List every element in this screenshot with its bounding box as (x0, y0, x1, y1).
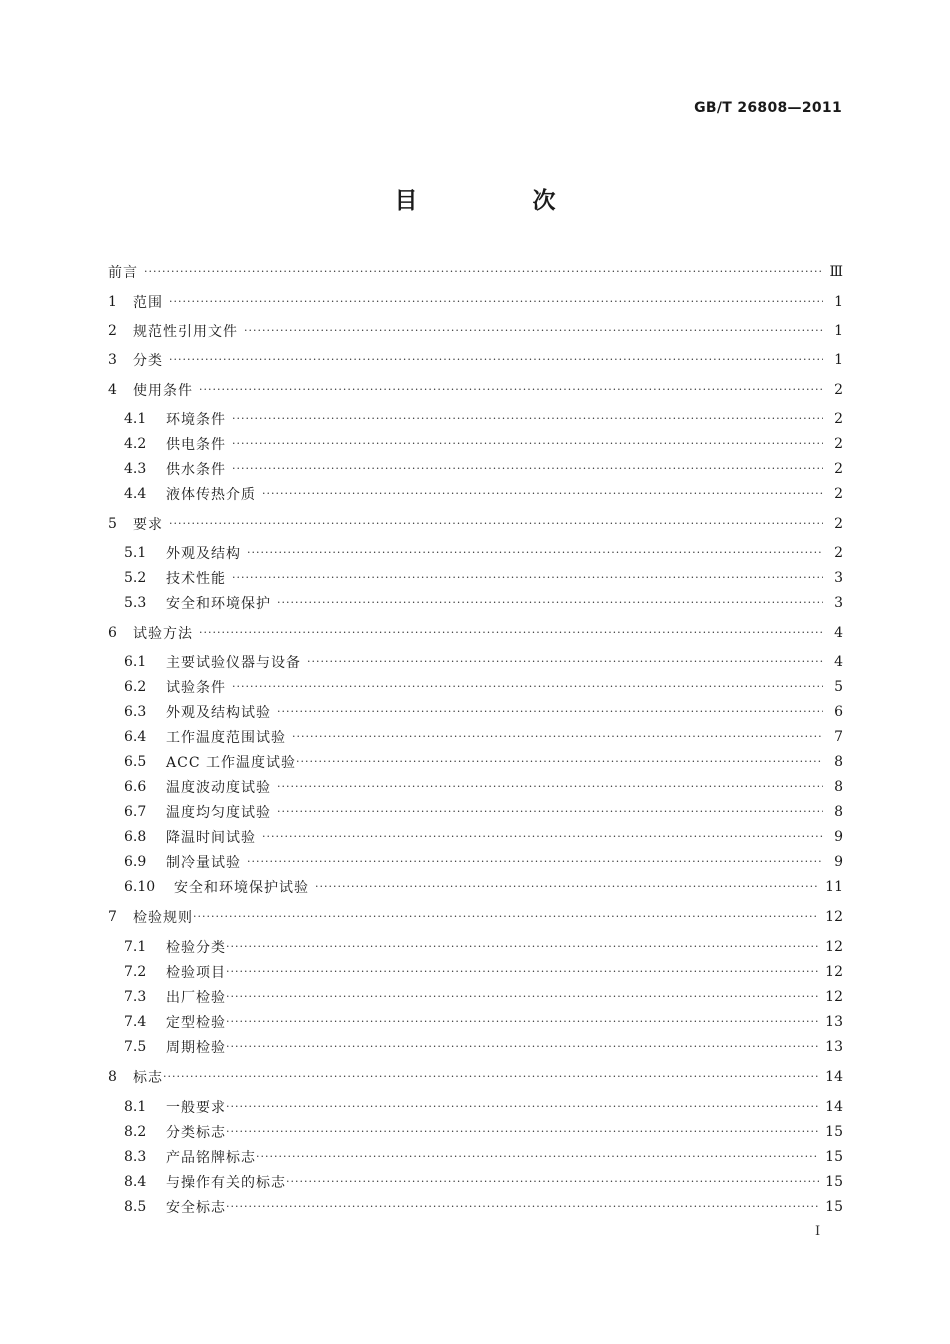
toc-entry[interactable] (108, 292, 843, 312)
toc-entry-page: 2 (834, 436, 843, 452)
toc-leader-dots (262, 829, 823, 845)
toc-entry-number: 4 (108, 382, 117, 398)
toc-entry[interactable] (108, 623, 843, 643)
toc-entry[interactable] (108, 827, 843, 847)
toc-leader-dots (277, 704, 823, 720)
toc-entry-number: 7.2 (124, 964, 147, 980)
toc-entry-label: 安全和环境保护 (166, 596, 271, 612)
toc-entry-number: 5 (108, 516, 117, 532)
toc-entry[interactable] (108, 350, 843, 370)
toc-leader-dots (169, 516, 823, 532)
toc-entry-number: 4.4 (124, 486, 147, 502)
toc-entry[interactable] (108, 409, 843, 429)
toc-entry-label: 环境条件 (166, 412, 226, 428)
toc-entry[interactable] (108, 459, 843, 479)
toc-leader-dots (315, 879, 819, 895)
toc-entry-number: 8.3 (124, 1149, 147, 1165)
toc-leader-dots (232, 436, 823, 452)
toc-entry-number: 7.4 (124, 1014, 147, 1030)
toc-entry-page: 15 (825, 1199, 843, 1215)
toc-entry-label: 产品铭牌标志 (166, 1150, 256, 1166)
toc-leader-dots (226, 1124, 819, 1140)
toc-leader-dots (232, 461, 823, 477)
toc-entry-number: 2 (108, 323, 117, 339)
toc-entry[interactable] (108, 593, 843, 613)
toc-leader-dots (226, 1199, 819, 1215)
toc-entry-number: 8 (108, 1069, 117, 1085)
toc-leader-dots (232, 411, 823, 427)
toc-entry-label: 检验规则 (133, 910, 193, 926)
toc-entry-number: 7.1 (124, 939, 147, 955)
toc-leader-dots (169, 352, 823, 368)
toc-leader-dots (144, 264, 823, 280)
toc-entry-number: 7.3 (124, 989, 147, 1005)
toc-entry[interactable] (108, 702, 843, 722)
toc-entry[interactable] (108, 727, 843, 747)
toc-entry-page: 4 (834, 654, 843, 670)
toc-entry[interactable] (108, 380, 843, 400)
toc-entry-page: 1 (834, 323, 843, 339)
toc-leader-dots (307, 654, 823, 670)
toc-entry[interactable] (108, 321, 843, 341)
toc-entry-page: 12 (825, 909, 843, 925)
toc-entry-number: 6.9 (124, 854, 147, 870)
toc-entry-number: 4.3 (124, 461, 147, 477)
toc-leader-dots (226, 1014, 819, 1030)
toc-entry[interactable] (108, 1197, 843, 1217)
toc-entry-number: 4.2 (124, 436, 147, 452)
toc-entry[interactable] (108, 1122, 843, 1142)
toc-entry-label: 安全和环境保护试验 (174, 880, 309, 896)
toc-entry-label: 降温时间试验 (166, 830, 256, 846)
toc-entry[interactable] (108, 937, 843, 957)
toc-entry-number: 6.2 (124, 679, 147, 695)
toc-entry-number: 7 (108, 909, 117, 925)
toc-entry-label: 液体传热介质 (166, 487, 256, 503)
toc-leader-dots (199, 382, 823, 398)
toc-entry-page: 6 (834, 704, 843, 720)
toc-leader-dots (247, 545, 823, 561)
toc-entry-label: 技术性能 (166, 571, 226, 587)
toc-entry[interactable] (108, 1067, 843, 1087)
toc-entry-label: 分类标志 (166, 1125, 226, 1141)
toc-entry-label: 周期检验 (166, 1040, 226, 1056)
toc-entry-page: 13 (825, 1014, 843, 1030)
toc-leader-dots (232, 679, 823, 695)
toc-entry-page: 12 (825, 989, 843, 1005)
toc-leader-dots (163, 1069, 819, 1085)
toc-entry[interactable] (108, 514, 843, 534)
toc-entry-page: 12 (825, 939, 843, 955)
toc-entry-label: 一般要求 (166, 1100, 226, 1116)
toc-entry-page: 2 (834, 516, 843, 532)
toc-entry[interactable] (108, 802, 843, 822)
toc-entry-label: 前言 (108, 265, 138, 281)
toc-entry-number: 7.5 (124, 1039, 147, 1055)
toc-entry-label: 温度波动度试验 (166, 780, 271, 796)
toc-entry-number: 6.4 (124, 729, 147, 745)
toc-entry-label: 与操作有关的标志 (166, 1175, 286, 1191)
toc-entry-label: 检验分类 (166, 940, 226, 956)
toc-leader-dots (232, 570, 823, 586)
toc-entry-number: 5.2 (124, 570, 147, 586)
toc-entry-page: 2 (834, 486, 843, 502)
toc-entry-number: 4.1 (124, 411, 147, 427)
toc-entry-label: 试验条件 (166, 680, 226, 696)
toc-entry-page: 14 (825, 1099, 843, 1115)
toc-entry-number: 8.4 (124, 1174, 147, 1190)
toc-entry-page: 1 (834, 352, 843, 368)
toc-entry-page: 3 (834, 570, 843, 586)
toc-leader-dots (256, 1149, 819, 1165)
toc-entry-page: 9 (834, 854, 843, 870)
toc-entry-label: 主要试验仪器与设备 (166, 655, 301, 671)
toc-entry[interactable] (108, 962, 843, 982)
toc-entry-number: 3 (108, 352, 117, 368)
toc-entry-page: 8 (834, 754, 843, 770)
toc-entry[interactable] (108, 907, 843, 927)
toc-entry[interactable] (108, 1097, 843, 1117)
toc-entry-page: 7 (834, 729, 843, 745)
toc-entry[interactable] (108, 543, 843, 563)
toc-leader-dots (169, 294, 823, 310)
toc-entry-page: 11 (825, 879, 843, 895)
toc-entry-label: 外观及结构试验 (166, 705, 271, 721)
toc-entry-number: 6.10 (124, 879, 156, 895)
toc-leader-dots (292, 729, 823, 745)
toc-leader-dots (226, 939, 819, 955)
toc-entry-number: 6.3 (124, 704, 147, 720)
toc-entry-label: 检验项目 (166, 965, 226, 981)
toc-entry-label: 要求 (133, 517, 163, 533)
toc-entry-number: 5.1 (124, 545, 147, 561)
toc-entry-page: 2 (834, 411, 843, 427)
toc-entry-label: 规范性引用文件 (133, 324, 238, 340)
toc-entry-page: 12 (825, 964, 843, 980)
toc-entry[interactable] (108, 434, 843, 454)
toc-entry-label: 试验方法 (133, 626, 193, 642)
toc-entry-number: 5.3 (124, 595, 147, 611)
toc-leader-dots (277, 779, 823, 795)
toc-entry-number: 6.5 (124, 754, 147, 770)
toc-entry-page: 15 (825, 1149, 843, 1165)
toc-entry-label: 分类 (133, 353, 163, 369)
toc-entry-number: 8.1 (124, 1099, 147, 1115)
toc-entry-number: 6.6 (124, 779, 147, 795)
toc-leader-dots (247, 854, 823, 870)
toc-entry[interactable] (108, 987, 843, 1007)
toc-entry[interactable] (108, 752, 843, 772)
toc-entry-page: 2 (834, 545, 843, 561)
toc-leader-dots (226, 964, 819, 980)
toc-entry[interactable] (108, 262, 843, 282)
toc-entry-label: 安全标志 (166, 1200, 226, 1216)
toc-entry[interactable] (108, 877, 843, 897)
toc-entry[interactable] (108, 1147, 843, 1167)
toc-leader-dots (226, 1099, 819, 1115)
toc-leader-dots (262, 486, 823, 502)
toc-entry-page: 1 (834, 294, 843, 310)
toc-leader-dots (286, 1174, 819, 1190)
page-title: 目 次 (394, 188, 602, 214)
toc-entry-page: 9 (834, 829, 843, 845)
toc-entry-label: 定型检验 (166, 1015, 226, 1031)
toc-leader-dots (244, 323, 823, 339)
toc-entry-label: 供水条件 (166, 462, 226, 478)
toc-entry[interactable] (108, 652, 843, 672)
toc-entry-page: 13 (825, 1039, 843, 1055)
toc-entry-page: 8 (834, 804, 843, 820)
toc-entry-label: 制冷量试验 (166, 855, 241, 871)
toc-entry-number: 1 (108, 294, 117, 310)
toc-entry-label: 温度均匀度试验 (166, 805, 271, 821)
toc-entry-label: 出厂检验 (166, 990, 226, 1006)
toc-leader-dots (193, 909, 819, 925)
toc-entry-number: 8.2 (124, 1124, 147, 1140)
toc-entry[interactable] (108, 677, 843, 697)
toc-entry-page: Ⅲ (829, 264, 843, 280)
toc-leader-dots (277, 804, 823, 820)
toc-leader-dots (226, 989, 819, 1005)
toc-entry[interactable] (108, 777, 843, 797)
toc-entry-number: 6 (108, 625, 117, 641)
toc-entry-page: 14 (825, 1069, 843, 1085)
toc-entry[interactable] (108, 1172, 843, 1192)
toc-entry-label: 工作温度范围试验 (166, 730, 286, 746)
toc-entry[interactable] (108, 484, 843, 504)
page-number: I (815, 1224, 821, 1239)
toc-entry-label: 供电条件 (166, 437, 226, 453)
toc-entry-number: 6.1 (124, 654, 147, 670)
standard-code: GB/T 26808—2011 (694, 100, 842, 116)
toc-leader-dots (226, 1039, 819, 1055)
toc-entry-page: 15 (825, 1174, 843, 1190)
toc-entry[interactable] (108, 1037, 843, 1057)
toc-entry-page: 3 (834, 595, 843, 611)
toc-entry-page: 2 (834, 461, 843, 477)
toc-entry-label: 外观及结构 (166, 546, 241, 562)
toc-entry-page: 15 (825, 1124, 843, 1140)
toc-entry-number: 6.7 (124, 804, 147, 820)
toc-leader-dots (277, 595, 823, 611)
toc-entry-page: 8 (834, 779, 843, 795)
toc-entry[interactable] (108, 1012, 843, 1032)
toc-entry-label: 范围 (133, 295, 163, 311)
toc-entry-page: 2 (834, 382, 843, 398)
toc-entry[interactable] (108, 568, 843, 588)
toc-entry[interactable] (108, 852, 843, 872)
toc-entry-number: 6.8 (124, 829, 147, 845)
toc-entry-label: ACC 工作温度试验 (166, 755, 296, 771)
toc-entry-label: 使用条件 (133, 383, 193, 399)
toc-entry-number: 8.5 (124, 1199, 147, 1215)
toc-leader-dots (296, 754, 823, 770)
toc-entry-label: 标志 (133, 1070, 163, 1086)
toc-entry-page: 5 (834, 679, 843, 695)
toc-leader-dots (199, 625, 823, 641)
toc-entry-page: 4 (834, 625, 843, 641)
